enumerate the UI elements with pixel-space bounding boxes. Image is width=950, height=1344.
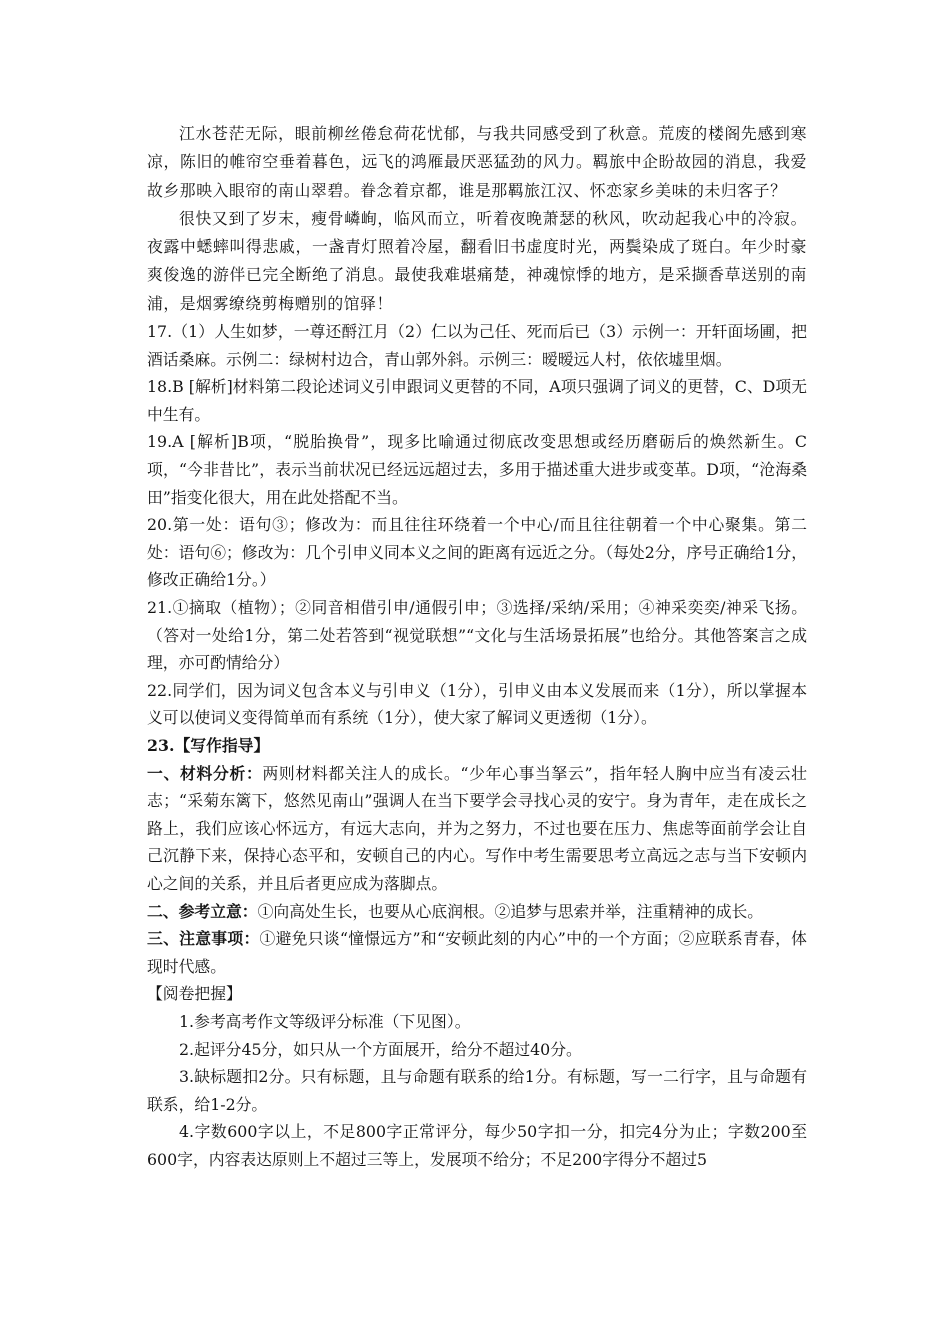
grading-item-4: 4.字数600字以上，不足800字正常评分，每少50字扣一分，扣完4分为止；字数200至600字，内容表达原则上不超过三等上，发展项不给分；不足200字得分不超过5 (147, 1122, 807, 1169)
writing-guide-heading: 23.【写作指导】 (147, 735, 270, 755)
answer-18: 18.B [解析]材料第二段论述词义引申跟词义更替的不同，A项只强调了词义的更替，C、D项无中生有。 (147, 377, 807, 424)
grading-item-3: 3.缺标题扣2分。只有标题，且与命题有联系的给1分。有标题，写一二行字，且与命题有联系，给1-2分。 (147, 1067, 807, 1114)
reference-idea-label: 二、参考立意： (147, 901, 258, 921)
notes-label: 三、注意事项： (147, 929, 260, 949)
notes (147, 925, 807, 980)
translation-paragraph-2: 很快又到了岁末，瘦骨嶙峋，临风而立，听着夜晚萧瑟的秋风，吹动起我心中的冷寂。夜露中蟋蟀叫得悲戚，一盏青灯照着冷屋，翻看旧书虚度时光，两鬓染成了斑白。年少时豪爽俊逸的游伴已完全断绝了消息。最使我难堪痛楚，神魂惊悸的地方，是采撷香草送别的南浦，是烟雾缭绕剪梅赠别的馆驿！ (147, 208, 807, 313)
grading-item-2: 2.起评分45分，如只从一个方面展开，给分不超过40分。 (179, 1039, 582, 1059)
reference-idea (147, 898, 807, 926)
translation-paragraph-1: 江水苍茫无际，眼前柳丝倦怠荷花忧郁，与我共同感受到了秋意。荒废的楼阁先感到寒凉，陈旧的帷帘空垂着暮色，远飞的鸿雁最厌恶猛劲的风力。羁旅中企盼故园的消息，我爱故乡那映入眼帘的南山翠碧。眷念着京都，谁是那羁旅江汉、怀恋家乡美味的未归客子？ (147, 124, 807, 200)
answer-20: 20.第一处：语句③；修改为：而且往往环绕着一个中心/而且往往朝着一个中心聚集。第二处：语句⑥；修改为：几个引申义同本义之间的距离有远近之分。（每处2分，序号正确给1分，修改正确给1分。） (147, 515, 807, 590)
answer-17: 17.（1）人生如梦，一尊还酹江月（2）仁以为己任、死而后已（3）示例一：开轩面场圃，把酒话桑麻。示例二：绿树村边合，青山郭外斜。示例三：暧暧远人村，依依墟里烟。 (147, 322, 807, 369)
answer-21: 21.①摘取（植物）；②同音相借引申/通假引申；③选择/采纳/采用；④神采奕奕/神采飞扬。（答对一处给1分，第二处若答到“视觉联想”“文化与生活场景拓展”也给分。其他答案言之成理，亦可酌情给分） (147, 598, 807, 673)
material-analysis-text: 两则材料都关注人的成长。“少年心事当拏云”，指年轻人胸中应当有凌云壮志；“采菊东篱下，悠然见南山”强调人在当下要学会寻找心灵的安宁。身为青年，走在成长之路上，我们应该心怀远方，有远大志向，并为之努力，不过也要在压力、焦虑等面前学会让自己沉静下来，保持心态平和，安顿自己的内心。写作中考生需要思考立高远之志与当下安顿内心之间的关系，并且后者更应成为落脚点。 (147, 763, 807, 893)
reference-idea-text: ①向高处生长，也要从心底润根。②追梦与思索并举，注重精神的成长。 (257, 901, 764, 921)
material-analysis-label: 一、材料分析： (147, 763, 263, 783)
answer-22: 22.同学们，因为词义包含本义与引申义（1分），引申义由本义发展而来（1分），所以掌握本义可以使词义变得简单而有系统（1分），使大家了解词义更透彻（1分）。 (147, 680, 807, 728)
notes-text: ①避免只谈“憧憬远方”和“安顿此刻的内心”中的一个方面；②应联系青春，体现时代感。 (147, 929, 807, 976)
material-analysis (147, 760, 807, 898)
answer-19: 19.A [解析]B项，“脱胎换骨”，现多比喻通过彻底改变思想或经历磨砺后的焕然新生。C项，“今非昔比”，表示当前状况已经远远超过去，多用于描述重大进步或变革。D项，“沧海桑田”指变化很大，用在此处搭配不当。 (147, 432, 807, 507)
answer-key-content (147, 120, 807, 1173)
grading-item-1: 1.参考高考作文等级评分标准（下见图）。 (179, 1011, 471, 1031)
grading-heading: 【阅卷把握】 (147, 984, 242, 1004)
